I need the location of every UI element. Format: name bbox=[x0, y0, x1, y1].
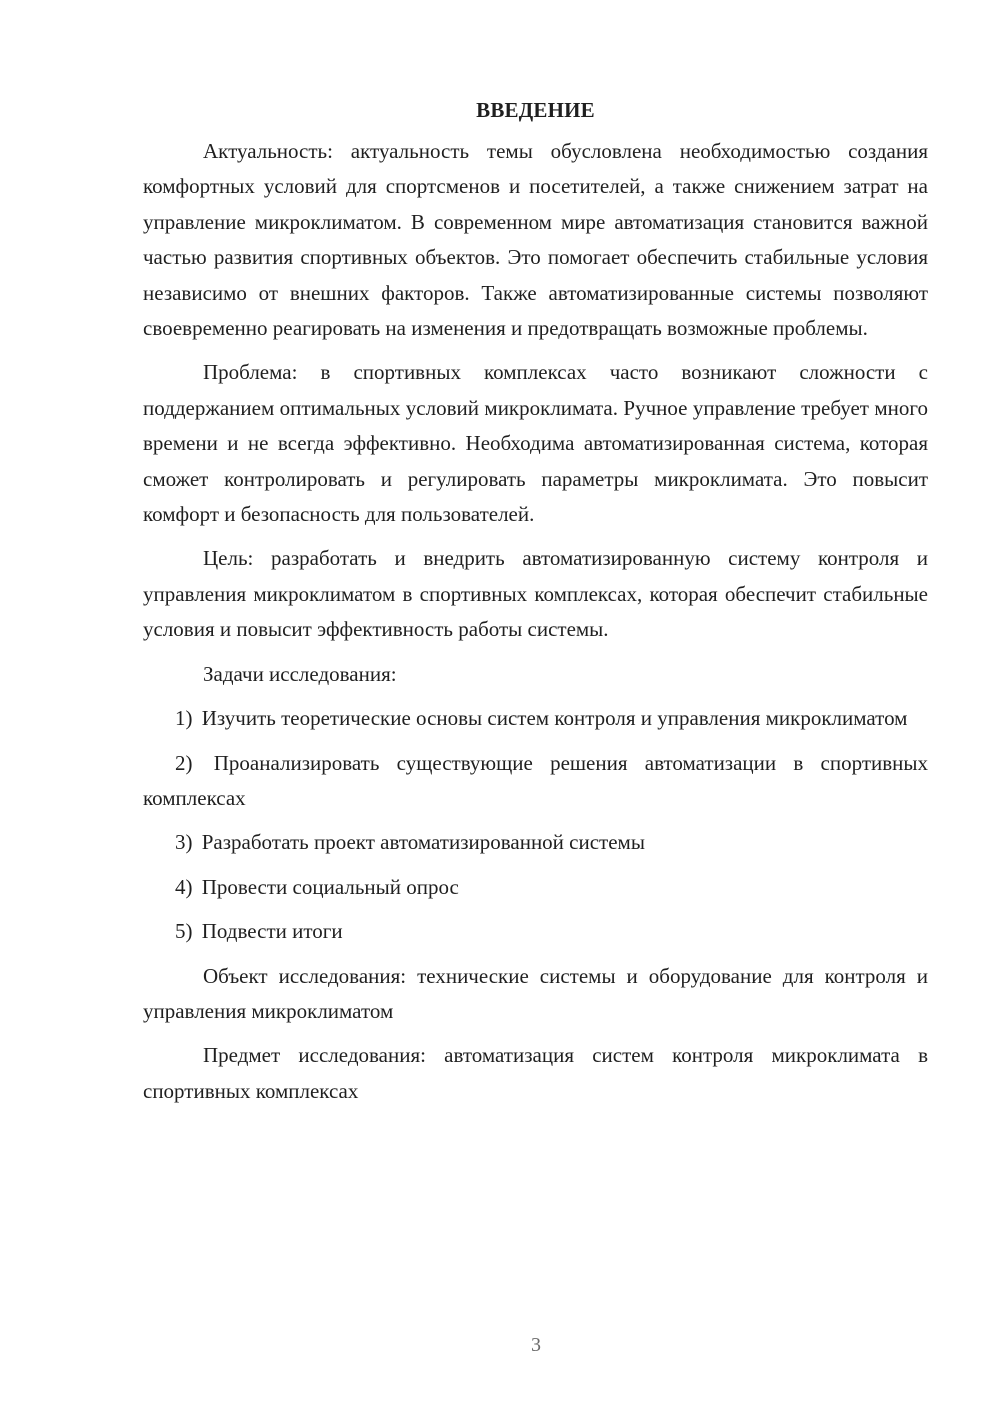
task-number: 4) bbox=[175, 874, 193, 899]
task-item bbox=[143, 746, 928, 817]
task-number: 5) bbox=[175, 919, 193, 944]
tasks-list bbox=[143, 701, 928, 949]
task-text: Проанализировать существующие решения автоматизации в спортивных комплексах bbox=[143, 750, 929, 810]
task-item bbox=[143, 870, 928, 905]
tasks-label: Задачи исследования: bbox=[203, 661, 397, 686]
relevance-paragraph: Актуальность: актуальность темы обусловлена необходимостью создания комфортных условий для спортсменов и посетителей, а также снижением затрат на управление микроклиматом. В современном мире автоматизация становится важной частью развития спортивных объектов. Это помогает обеспечить стабильные условия независимо от внешних факторов. Также автоматизированные системы позволяют своевременно реагировать на изменения и предотвращать возможные проблемы. bbox=[143, 139, 928, 341]
goal-paragraph: Цель: разработать и внедрить автоматизированную систему контроля и управления микроклиматом в спортивных комплексах, которая обеспечит стабильные условия и повысит эффективность работы системы. bbox=[143, 546, 928, 642]
task-number: 3) bbox=[175, 830, 193, 855]
task-item bbox=[143, 825, 928, 860]
task-item bbox=[143, 701, 928, 736]
task-text: Провести социальный опрос bbox=[201, 874, 459, 899]
problem-paragraph: Проблема: в спортивных комплексах часто возникают сложности с поддержанием оптимальных условий микроклимата. Ручное управление требует много времени и не всегда эффективно. Необходима автоматизированная система, которая сможет контролировать и регулировать параметры микроклимата. Это повысит комфорт и безопасность для пользователей. bbox=[143, 360, 928, 527]
task-number: 2) bbox=[175, 750, 193, 775]
section-title: ВВЕДЕНИЕ bbox=[476, 98, 595, 122]
page-number: 3 bbox=[531, 1334, 541, 1356]
task-text: Разработать проект автоматизированной системы bbox=[201, 830, 645, 855]
task-text: Изучить теоретические основы систем контроля и управления микроклиматом bbox=[201, 706, 908, 731]
task-number: 1) bbox=[175, 706, 193, 731]
subject-paragraph: Предмет исследования: автоматизация систем контроля микроклимата в спортивных комплексах bbox=[143, 1043, 928, 1103]
task-item bbox=[143, 914, 928, 949]
object-paragraph: Объект исследования: технические системы и оборудование для контроля и управления микроклиматом bbox=[143, 963, 928, 1023]
page-body bbox=[143, 93, 928, 1118]
task-text: Подвести итоги bbox=[201, 919, 343, 944]
